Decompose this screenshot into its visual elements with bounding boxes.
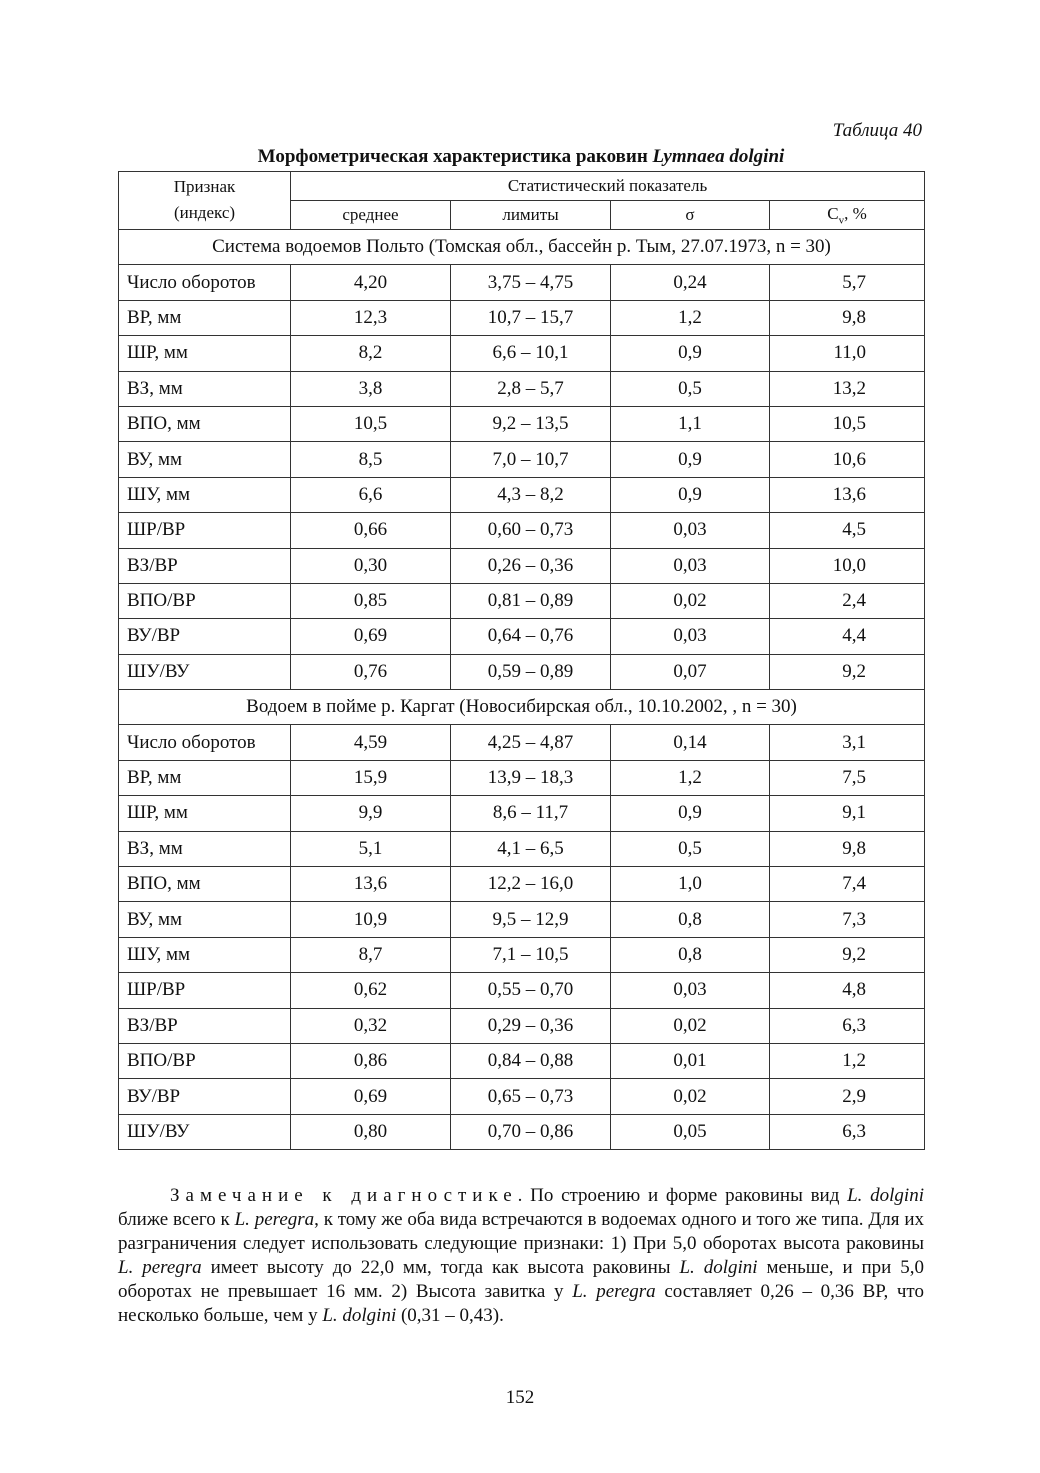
cell-cv: 9,8 [770, 831, 925, 866]
cell-limits: 4,3 – 8,2 [451, 477, 611, 512]
cell-mean: 0,32 [291, 1008, 451, 1043]
cell-sign: ШУ/ВУ [119, 1114, 291, 1149]
cell-sigma: 0,8 [611, 937, 770, 972]
cell-cv: 2,9 [770, 1079, 925, 1114]
cell-sigma: 0,14 [611, 725, 770, 760]
section-row [119, 230, 925, 265]
cell-mean: 3,8 [291, 371, 451, 406]
table-row [119, 654, 925, 689]
note-species: L. peregra [234, 1209, 315, 1231]
cell-limits: 7,1 – 10,5 [451, 937, 611, 972]
note-species: L. dolgini [322, 1305, 397, 1327]
cell-mean: 10,9 [291, 902, 451, 937]
cell-sign: ШР, мм [119, 796, 291, 831]
cell-limits: 0,55 – 0,70 [451, 973, 611, 1008]
cell-sigma: 0,03 [611, 548, 770, 583]
note-text-1: . По строению и форме раковины вид [517, 1185, 848, 1207]
cell-cv: 5,7 [770, 265, 925, 300]
cell-mean: 8,2 [291, 336, 451, 371]
note-species: L. peregra [572, 1281, 656, 1303]
cell-limits: 8,6 – 11,7 [451, 796, 611, 831]
cell-sign: ВПО/ВР [119, 1043, 291, 1078]
cell-sign: ВЗ/ВР [119, 1008, 291, 1043]
cell-mean: 6,6 [291, 477, 451, 512]
cell-limits: 3,75 – 4,75 [451, 265, 611, 300]
header-cv-sub: v [838, 214, 845, 227]
header-limits: лимиты [451, 201, 611, 230]
note-text-6: составляет 0,26 – 0,36 ВР, что несколько больше, чем у [118, 1281, 924, 1327]
cell-limits: 2,8 – 5,7 [451, 371, 611, 406]
cell-sigma: 0,9 [611, 477, 770, 512]
cell-cv: 4,8 [770, 973, 925, 1008]
header-mean: среднее [291, 201, 451, 230]
section-row [119, 690, 925, 725]
cell-mean: 10,5 [291, 406, 451, 441]
cell-sigma: 0,8 [611, 902, 770, 937]
cell-sigma: 0,5 [611, 831, 770, 866]
header-stat-group: Статистический показатель [291, 172, 925, 201]
table-title [118, 144, 924, 170]
cell-sign: ВЗ/ВР [119, 548, 291, 583]
cell-cv: 6,3 [770, 1114, 925, 1149]
cell-cv: 10,0 [770, 548, 925, 583]
cell-sign: ШУ/ВУ [119, 654, 291, 689]
table-body [119, 172, 925, 1150]
cell-cv: 13,6 [770, 477, 925, 512]
header-sigma: σ [611, 201, 770, 230]
cell-sign: Число оборотов [119, 725, 291, 760]
table-row [119, 336, 925, 371]
table-row [119, 867, 925, 902]
cell-cv: 4,5 [770, 513, 925, 548]
note-text-3: , к тому же оба вида встречаются в водоемах одного и того же типа. Для их разграничения следует использовать следующие признаки: 1) При 5,0 оборотах высота раковины [118, 1209, 924, 1255]
cell-mean: 4,59 [291, 725, 451, 760]
cell-sigma: 0,02 [611, 1079, 770, 1114]
cell-sigma: 0,05 [611, 1114, 770, 1149]
cell-sign: ВУ/ВР [119, 619, 291, 654]
table-row [119, 442, 925, 477]
cell-sign: ВУ, мм [119, 902, 291, 937]
note-heading: Замечание к диагностике [170, 1185, 518, 1207]
header-cv-letter: C [827, 203, 839, 223]
cell-mean: 13,6 [291, 867, 451, 902]
table-row [119, 973, 925, 1008]
table-row [119, 937, 925, 972]
cell-cv: 6,3 [770, 1008, 925, 1043]
table-row [119, 1008, 925, 1043]
cell-cv: 7,5 [770, 760, 925, 795]
cell-sigma: 0,5 [611, 371, 770, 406]
note-text-5: меньше, и при 5,0 оборотах не превышает 16 мм. 2) Высота завитка у [118, 1257, 924, 1303]
cell-sigma: 1,2 [611, 760, 770, 795]
cell-cv: 9,8 [770, 300, 925, 335]
note-text-2: ближе всего к [118, 1209, 235, 1231]
cell-sign: ВЗ, мм [119, 831, 291, 866]
cell-limits: 0,65 – 0,73 [451, 1079, 611, 1114]
header-row-1 [119, 172, 925, 201]
note-species: L. dolgini [847, 1185, 924, 1207]
section-title: Водоем в пойме р. Каргат (Новосибирская обл., 10.10.2002, , n = 30) [119, 690, 925, 725]
cell-limits: 9,2 – 13,5 [451, 406, 611, 441]
cell-sign: ВПО, мм [119, 406, 291, 441]
cell-limits: 9,5 – 12,9 [451, 902, 611, 937]
cell-cv: 1,2 [770, 1043, 925, 1078]
cell-cv: 3,1 [770, 725, 925, 760]
morphometric-table [118, 171, 925, 1150]
cell-sigma: 0,9 [611, 442, 770, 477]
cell-sigma: 0,9 [611, 796, 770, 831]
header-sign [119, 172, 291, 230]
cell-mean: 0,85 [291, 583, 451, 618]
cell-cv: 4,4 [770, 619, 925, 654]
cell-sigma: 0,24 [611, 265, 770, 300]
cell-limits: 12,2 – 16,0 [451, 867, 611, 902]
table-row [119, 619, 925, 654]
cell-sign: ВР, мм [119, 760, 291, 795]
cell-mean: 4,20 [291, 265, 451, 300]
cell-mean: 0,30 [291, 548, 451, 583]
table-row [119, 1079, 925, 1114]
cell-sigma: 0,03 [611, 619, 770, 654]
cell-sigma: 0,03 [611, 973, 770, 1008]
section-title: Система водоемов Польто (Томская обл., бассейн р. Тым, 27.07.1973, n = 30) [119, 230, 925, 265]
cell-sigma: 0,07 [611, 654, 770, 689]
cell-sigma: 0,01 [611, 1043, 770, 1078]
cell-cv: 7,4 [770, 867, 925, 902]
cell-cv: 10,5 [770, 406, 925, 441]
cell-cv: 11,0 [770, 336, 925, 371]
table-title-text: Морфометрическая характеристика раковин [257, 146, 653, 167]
cell-mean: 8,7 [291, 937, 451, 972]
cell-sign: ВПО, мм [119, 867, 291, 902]
cell-limits: 0,64 – 0,76 [451, 619, 611, 654]
table-row [119, 583, 925, 618]
table-row [119, 902, 925, 937]
cell-sigma: 0,02 [611, 1008, 770, 1043]
cell-mean: 5,1 [291, 831, 451, 866]
cell-mean: 0,80 [291, 1114, 451, 1149]
cell-sigma: 0,03 [611, 513, 770, 548]
table-row [119, 725, 925, 760]
table-title-species: Lymnaea dolgini [652, 146, 785, 167]
table-row [119, 1114, 925, 1149]
cell-sign: ШУ, мм [119, 477, 291, 512]
cell-sign: ШР/ВР [119, 973, 291, 1008]
cell-cv: 13,2 [770, 371, 925, 406]
table-row [119, 300, 925, 335]
cell-sigma: 0,9 [611, 336, 770, 371]
table-row [119, 371, 925, 406]
cell-limits: 0,59 – 0,89 [451, 654, 611, 689]
table-row [119, 831, 925, 866]
cell-cv: 7,3 [770, 902, 925, 937]
table-row [119, 1043, 925, 1078]
cell-mean: 15,9 [291, 760, 451, 795]
cell-cv: 2,4 [770, 583, 925, 618]
cell-mean: 0,69 [291, 619, 451, 654]
cell-limits: 0,84 – 0,88 [451, 1043, 611, 1078]
cell-limits: 0,26 – 0,36 [451, 548, 611, 583]
cell-cv: 9,1 [770, 796, 925, 831]
cell-cv: 10,6 [770, 442, 925, 477]
cell-sigma: 1,2 [611, 300, 770, 335]
cell-mean: 0,76 [291, 654, 451, 689]
table-row [119, 548, 925, 583]
cell-limits: 10,7 – 15,7 [451, 300, 611, 335]
note-text-4: имеет высоту до 22,0 мм, тогда как высота раковины [201, 1257, 680, 1279]
diagnostics-note [118, 1184, 924, 1328]
header-sign-line1: Признак [173, 177, 236, 196]
cell-limits: 13,9 – 18,3 [451, 760, 611, 795]
cell-sigma: 1,1 [611, 406, 770, 441]
cell-limits: 0,70 – 0,86 [451, 1114, 611, 1149]
table-row [119, 796, 925, 831]
table-row [119, 477, 925, 512]
cell-limits: 7,0 – 10,7 [451, 442, 611, 477]
cell-mean: 8,5 [291, 442, 451, 477]
cell-limits: 0,81 – 0,89 [451, 583, 611, 618]
cell-limits: 6,6 – 10,1 [451, 336, 611, 371]
cell-sign: ВУ, мм [119, 442, 291, 477]
page-number: 152 [505, 1387, 535, 1408]
cell-mean: 0,69 [291, 1079, 451, 1114]
cell-mean: 0,66 [291, 513, 451, 548]
cell-sign: ВУ/ВР [119, 1079, 291, 1114]
cell-mean: 0,86 [291, 1043, 451, 1078]
cell-sign: ВР, мм [119, 300, 291, 335]
header-cv [770, 201, 925, 230]
note-text-7: (0,31 – 0,43). [396, 1305, 504, 1327]
cell-cv: 9,2 [770, 654, 925, 689]
cell-sign: ВПО/ВР [119, 583, 291, 618]
cell-limits: 0,60 – 0,73 [451, 513, 611, 548]
cell-limits: 4,25 – 4,87 [451, 725, 611, 760]
cell-mean: 9,9 [291, 796, 451, 831]
cell-sign: ШР, мм [119, 336, 291, 371]
cell-cv: 9,2 [770, 937, 925, 972]
cell-mean: 0,62 [291, 973, 451, 1008]
cell-sign: ВЗ, мм [119, 371, 291, 406]
table-row [119, 760, 925, 795]
page-content [118, 118, 924, 1328]
cell-limits: 4,1 – 6,5 [451, 831, 611, 866]
table-label: Таблица 40 [832, 120, 922, 141]
table-row [119, 406, 925, 441]
table-row [119, 513, 925, 548]
cell-sigma: 1,0 [611, 867, 770, 902]
header-sign-line2: (индекс) [173, 203, 236, 222]
note-species: L. peregra [118, 1257, 202, 1279]
cell-sign: ШР/ВР [119, 513, 291, 548]
table-row [119, 265, 925, 300]
note-species: L. dolgini [679, 1257, 758, 1279]
header-cv-unit: , % [844, 203, 867, 223]
cell-sigma: 0,02 [611, 583, 770, 618]
cell-sign: Число оборотов [119, 265, 291, 300]
cell-sign: ШУ, мм [119, 937, 291, 972]
cell-limits: 0,29 – 0,36 [451, 1008, 611, 1043]
cell-mean: 12,3 [291, 300, 451, 335]
